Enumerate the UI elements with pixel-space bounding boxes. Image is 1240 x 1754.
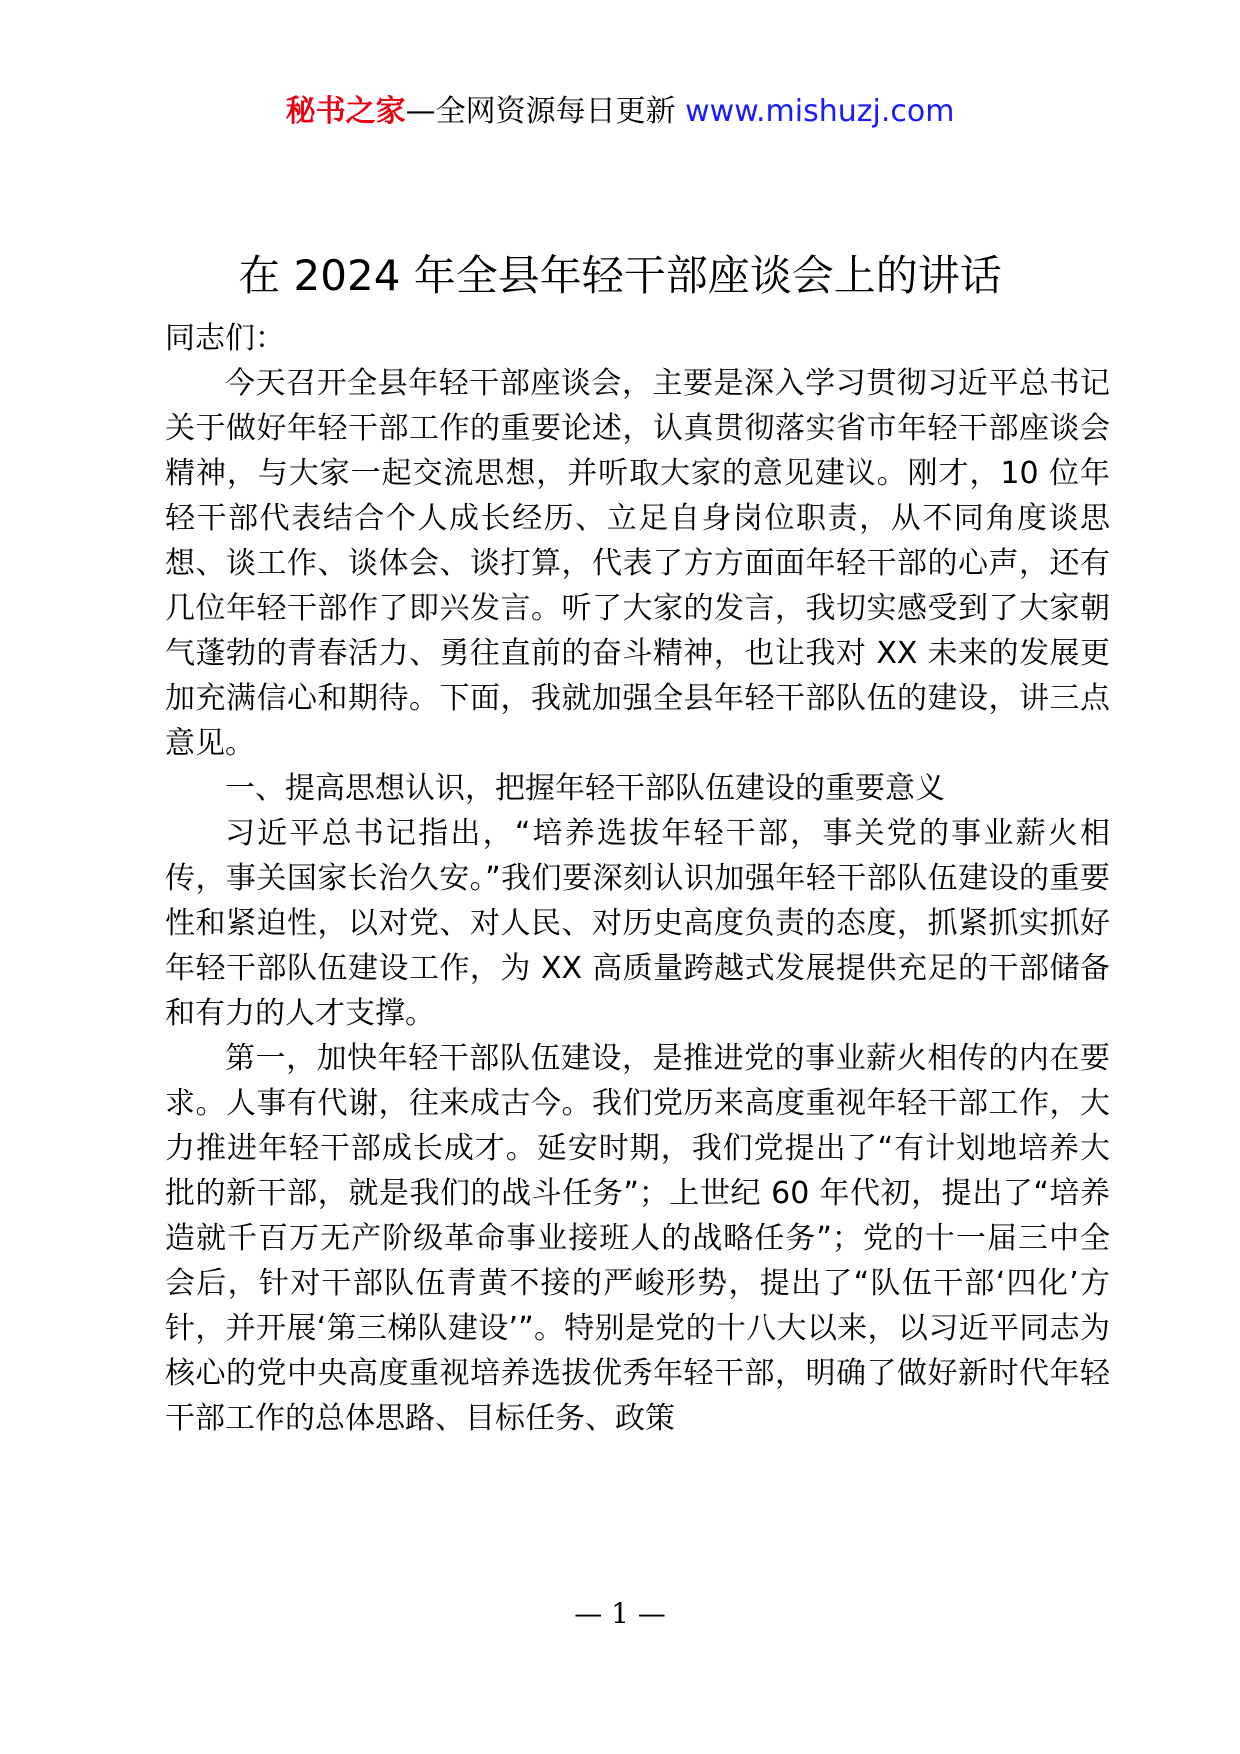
page-number: — 1 — — [574, 1597, 666, 1630]
document-body — [165, 316, 1110, 1441]
site-tagline: —全网资源每日更新 — [405, 94, 686, 129]
section-heading-1: 一、提高思想认识，把握年轻干部队伍建设的重要意义 — [225, 771, 945, 806]
site-name: 秘书之家 — [285, 94, 406, 129]
salutation: 同志们： — [165, 321, 285, 356]
site-header — [0, 92, 1240, 132]
paragraph-quote: 习近平总书记指出，“培养选拔年轻干部，事关党的事业薪火相传，事关国家长治久安。”我们要深刻认识加强年轻干部队伍建设的重要性和紧迫性，以对党、对人民、对历史高度负责的态度，抓紧抓实抓好年轻干部队伍建设工作，为 XX 高质量跨越式发展提供充足的干部储备和有力的人才支撑。 — [165, 816, 1110, 1031]
site-url-link[interactable]: www.mishuzj.com — [685, 94, 955, 129]
document-title: 在 2024 年全县年轻干部座谈会上的讲话 — [238, 251, 1002, 300]
paragraph-intro: 今天召开全县年轻干部座谈会，主要是深入学习贯彻习近平总书记关于做好年轻干部工作的重要论述，认真贯彻落实省市年轻干部座谈会精神，与大家一起交流思想，并听取大家的意见建议。刚才，10 位年轻干部代表结合个人成长经历、立足自身岗位职责，从不同角度谈思想、谈工作、谈体会、谈打算，代表了方方面面年轻干部的心声，还有几位年轻干部作了即兴发言。听了大家的发言，我切实感受到了大家朝气蓬勃的青春活力、勇往直前的奋斗精神，也让我对 XX 未来的发展更加充满信心和期待。下面，我就加强全县年轻干部队伍的建设，讲三点意见。 — [165, 366, 1110, 761]
paragraph-first-point: 第一，加快年轻干部队伍建设，是推进党的事业薪火相传的内在要求。人事有代谢，往来成古今。我们党历来高度重视年轻干部工作，大力推进年轻干部成长成才。延安时期，我们党提出了“有计划地培养大批的新干部，就是我们的战斗任务”；上世纪 60 年代初，提出了“培养造就千百万无产阶级革命事业接班人的战略任务”；党的十一届三中全会后，针对干部队伍青黄不接的严峻形势，提出了“队伍干部‘四化’方针，并开展‘第三梯队建设’”。特别是党的十八大以来，以习近平同志为核心的党中央高度重视培养选拔优秀年轻干部，明确了做好新时代年轻干部工作的总体思路、目标任务、政策 — [165, 1041, 1110, 1436]
